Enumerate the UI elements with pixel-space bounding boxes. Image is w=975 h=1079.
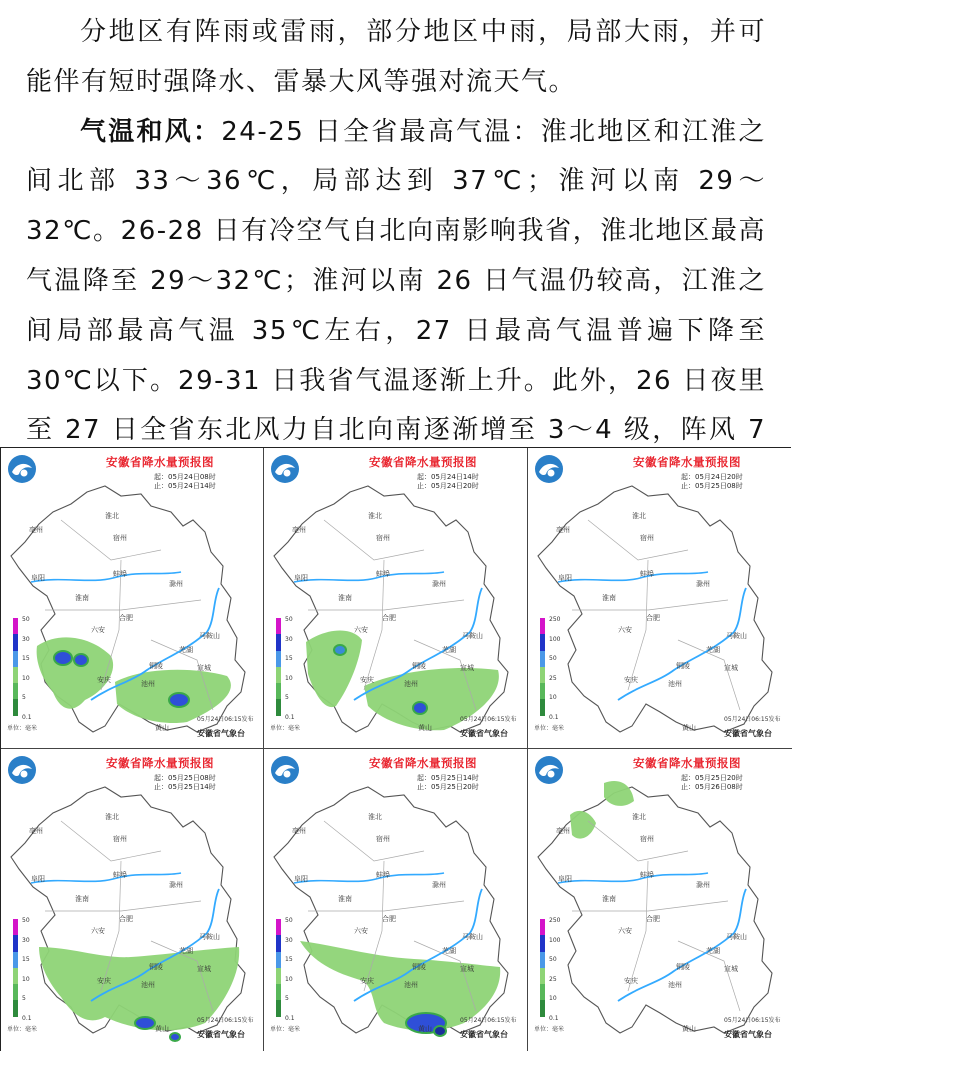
legend-swatch	[276, 968, 281, 984]
legend-value: 10	[285, 975, 293, 983]
start-time: 起：05月24日14时	[417, 473, 479, 481]
city-label: 马鞍山	[199, 933, 220, 941]
legend-swatch	[13, 667, 18, 683]
legend-swatch	[276, 1000, 281, 1016]
city-label: 合肥	[119, 915, 133, 923]
city-label: 淮南	[602, 895, 616, 903]
city-label: 黄山	[682, 1025, 696, 1033]
city-label: 马鞍山	[726, 632, 747, 640]
organization-name: 安徽省气象台	[724, 1030, 772, 1039]
city-label: 宣城	[460, 965, 474, 973]
city-label: 芜湖	[442, 947, 456, 955]
rain-core	[169, 693, 189, 707]
city-label: 亳州	[292, 827, 306, 835]
section-lead: 气温和风：	[80, 116, 222, 147]
legend-value: 50	[549, 956, 557, 964]
legend-swatch	[276, 618, 281, 634]
city-label: 蚌埠	[640, 871, 654, 879]
city-label: 六安	[91, 626, 105, 634]
city-label: 六安	[618, 626, 632, 634]
city-label: 芜湖	[706, 646, 720, 654]
end-time: 止：05月26日08时	[681, 783, 743, 791]
anhui-map	[528, 448, 791, 749]
city-label: 池州	[404, 680, 418, 688]
legend-value: 250	[549, 917, 561, 924]
city-label: 滁州	[169, 580, 183, 588]
city-label: 宿州	[640, 835, 654, 843]
city-label: 铜陵	[676, 963, 690, 971]
city-label: 宿州	[376, 835, 390, 843]
city-label: 马鞍山	[462, 632, 483, 640]
city-label: 铜陵	[412, 662, 426, 670]
forecast-panel	[264, 448, 528, 749]
rain-core	[334, 645, 346, 655]
precip-legend-bar	[276, 618, 281, 716]
start-time: 起：05月24日08时	[154, 473, 216, 481]
map-title: 安徽省降水量预报图	[106, 756, 214, 770]
city-label: 马鞍山	[462, 933, 483, 941]
anhui-map	[264, 448, 527, 749]
city-label: 淮南	[75, 594, 89, 602]
legend-value: 50	[285, 917, 293, 924]
legend-value: 10	[22, 975, 30, 983]
unit-label: 单位：毫米	[7, 725, 38, 732]
rain-core	[170, 1033, 180, 1041]
anhui-map	[528, 749, 791, 1050]
rain-core	[135, 1017, 155, 1029]
legend-value: 0.1	[549, 1015, 559, 1022]
legend-value: 5	[22, 694, 26, 702]
start-time: 起：05月25日08时	[154, 774, 216, 782]
city-label: 六安	[91, 927, 105, 935]
city-label: 合肥	[646, 614, 660, 622]
publish-time: 05月24日06:15发布	[724, 1017, 781, 1024]
rain-core	[413, 702, 427, 714]
legend-value: 15	[285, 655, 293, 663]
city-label: 淮南	[338, 594, 352, 602]
city-label: 淮北	[368, 813, 382, 821]
city-label: 蚌埠	[376, 570, 390, 578]
publish-time: 05月24日06:15发布	[460, 1017, 517, 1024]
city-label: 阜阳	[558, 875, 572, 883]
end-time: 止：05月25日20时	[417, 783, 479, 791]
city-label: 淮北	[105, 813, 119, 821]
unit-label: 单位：毫米	[534, 725, 565, 732]
legend-swatch	[540, 1000, 545, 1016]
city-label: 淮南	[602, 594, 616, 602]
legend-swatch	[540, 683, 545, 699]
legend-swatch	[540, 952, 545, 968]
legend-value: 30	[22, 635, 30, 643]
legend-value: 15	[22, 956, 30, 964]
city-label: 宿州	[113, 534, 127, 542]
legend-swatch	[540, 919, 545, 935]
unit-label: 单位：毫米	[7, 1026, 38, 1033]
city-label: 阜阳	[31, 574, 45, 582]
precip-legend-bar	[276, 919, 281, 1017]
city-label: 亳州	[556, 827, 570, 835]
city-label: 合肥	[382, 614, 396, 622]
legend-value: 10	[285, 674, 293, 682]
legend-swatch	[540, 699, 545, 715]
city-label: 宣城	[460, 664, 474, 672]
start-time: 起：05月25日20时	[681, 774, 743, 782]
city-label: 阜阳	[31, 875, 45, 883]
legend-swatch	[276, 935, 281, 951]
map-title: 安徽省降水量预报图	[633, 756, 741, 770]
city-label: 淮北	[368, 512, 382, 520]
legend-swatch	[540, 935, 545, 951]
city-label: 铜陵	[149, 963, 163, 971]
legend-swatch	[276, 651, 281, 667]
city-label: 滁州	[696, 580, 710, 588]
city-label: 淮北	[105, 512, 119, 520]
meteorology-logo-icon	[270, 454, 300, 484]
unit-label: 单位：毫米	[270, 725, 301, 732]
paragraph-2: 气温和风：24-25 日全省最高气温：淮北地区和江淮之间北部 33～36℃，局部达到 37℃；淮河以南 29～32℃。26-28 日有冷空气自北向南影响我省，淮北地区最高气温降至 29～32℃；淮河以南 26 日气温仍较高，江淮之间局部最高气温 35℃左右，27 日最高气温普遍下降至 30℃以下。29-31 日我省气温逐渐上升。此外，26 日夜里至 27 日全省东北风力自北向南逐渐增至 3～4 级，阵风 7	[26, 116, 766, 446]
legend-value: 5	[22, 995, 26, 1003]
city-label: 池州	[404, 981, 418, 989]
publish-time: 05月24日06:15发布	[724, 716, 781, 723]
legend-swatch	[13, 968, 18, 984]
legend-swatch	[540, 984, 545, 1000]
city-label: 马鞍山	[199, 632, 220, 640]
city-label: 淮南	[75, 895, 89, 903]
forecast-time-range	[154, 473, 216, 491]
legend-swatch	[13, 984, 18, 1000]
legend-swatch	[13, 699, 18, 715]
city-label: 黄山	[418, 724, 432, 732]
city-label: 芜湖	[179, 646, 193, 654]
city-label: 合肥	[119, 614, 133, 622]
legend-value: 50	[285, 616, 293, 623]
legend-value: 10	[549, 694, 557, 702]
city-label: 六安	[354, 927, 368, 935]
city-label: 亳州	[292, 526, 306, 534]
city-label: 安庆	[360, 977, 374, 985]
legend-swatch	[13, 952, 18, 968]
organization-name: 安徽省气象台	[724, 729, 772, 738]
rain-core	[74, 654, 88, 666]
legend-value: 10	[549, 995, 557, 1003]
legend-value: 0.1	[549, 714, 559, 721]
anhui-map	[264, 749, 527, 1050]
meteorology-logo-icon	[534, 454, 564, 484]
city-label: 宣城	[197, 664, 211, 672]
legend-swatch	[540, 651, 545, 667]
legend-swatch	[13, 683, 18, 699]
city-label: 安庆	[97, 676, 111, 684]
legend-value: 25	[549, 975, 557, 983]
city-label: 铜陵	[412, 963, 426, 971]
city-label: 亳州	[556, 526, 570, 534]
organization-name: 安徽省气象台	[460, 1030, 508, 1039]
meteorology-logo-icon	[534, 755, 564, 785]
city-label: 阜阳	[294, 875, 308, 883]
forecast-panel	[528, 448, 792, 749]
legend-value: 5	[285, 995, 289, 1003]
city-label: 六安	[618, 927, 632, 935]
legend-swatch	[276, 699, 281, 715]
unit-label: 单位：毫米	[534, 1026, 565, 1033]
city-label: 安庆	[360, 676, 374, 684]
forecast-time-range	[417, 774, 479, 792]
meteorology-logo-icon	[7, 755, 37, 785]
paragraph-1: 分地区有阵雨或雷雨，部分地区中雨，局部大雨，并可能伴有短时强降水、雷暴大风等强对流天气。	[26, 17, 766, 97]
legend-value: 0.1	[22, 1015, 32, 1022]
legend-swatch	[13, 1000, 18, 1016]
city-label: 黄山	[418, 1025, 432, 1033]
legend-value: 100	[549, 936, 561, 944]
end-time: 止：05月25日14时	[154, 783, 216, 791]
legend-value: 10	[22, 674, 30, 682]
legend-swatch	[540, 968, 545, 984]
anhui-map	[1, 448, 264, 749]
publish-time: 05月24日06:15发布	[197, 716, 254, 723]
city-label: 安庆	[97, 977, 111, 985]
city-label: 阜阳	[558, 574, 572, 582]
map-title: 安徽省降水量预报图	[106, 455, 214, 469]
city-label: 蚌埠	[376, 871, 390, 879]
city-label: 池州	[141, 680, 155, 688]
legend-swatch	[276, 667, 281, 683]
end-time: 止：05月24日20时	[417, 482, 479, 490]
forecast-panel	[264, 749, 528, 1051]
city-label: 合肥	[382, 915, 396, 923]
legend-swatch	[13, 634, 18, 650]
map-title: 安徽省降水量预报图	[633, 455, 741, 469]
city-label: 黄山	[682, 724, 696, 732]
forecast-panel	[1, 749, 264, 1051]
city-label: 阜阳	[294, 574, 308, 582]
legend-swatch	[276, 952, 281, 968]
city-label: 蚌埠	[113, 871, 127, 879]
meteorology-logo-icon	[270, 755, 300, 785]
legend-value: 50	[549, 655, 557, 663]
legend-value: 30	[285, 936, 293, 944]
city-label: 亳州	[29, 526, 43, 534]
anhui-map	[1, 749, 264, 1050]
city-label: 滁州	[432, 580, 446, 588]
forecast-time-range	[417, 473, 479, 491]
city-label: 宿州	[640, 534, 654, 542]
city-label: 滁州	[432, 881, 446, 889]
start-time: 起：05月24日20时	[681, 473, 743, 481]
legend-value: 50	[22, 917, 30, 924]
legend-swatch	[276, 634, 281, 650]
city-label: 亳州	[29, 827, 43, 835]
legend-value: 0.1	[285, 714, 295, 721]
forecast-time-range	[681, 473, 743, 491]
city-label: 宿州	[113, 835, 127, 843]
legend-value: 50	[22, 616, 30, 623]
city-label: 淮南	[338, 895, 352, 903]
end-time: 止：05月24日14时	[154, 482, 216, 490]
forecast-map-grid	[0, 447, 791, 1051]
legend-swatch	[540, 618, 545, 634]
precip-legend-bar	[540, 618, 545, 716]
city-label: 安庆	[624, 977, 638, 985]
legend-value: 15	[285, 956, 293, 964]
precip-legend-bar	[13, 618, 18, 716]
legend-value: 5	[285, 694, 289, 702]
city-label: 宣城	[197, 965, 211, 973]
legend-swatch	[540, 667, 545, 683]
city-label: 合肥	[646, 915, 660, 923]
city-label: 蚌埠	[113, 570, 127, 578]
legend-value: 0.1	[285, 1015, 295, 1022]
legend-value: 30	[22, 936, 30, 944]
legend-value: 250	[549, 616, 561, 623]
legend-swatch	[276, 683, 281, 699]
forecast-panel	[1, 448, 264, 749]
legend-value: 25	[549, 674, 557, 682]
city-label: 黄山	[155, 1025, 169, 1033]
legend-swatch	[276, 919, 281, 935]
city-label: 宿州	[376, 534, 390, 542]
legend-swatch	[13, 651, 18, 667]
city-label: 池州	[668, 981, 682, 989]
city-label: 芜湖	[179, 947, 193, 955]
legend-swatch	[13, 919, 18, 935]
city-label: 马鞍山	[726, 933, 747, 941]
city-label: 安庆	[624, 676, 638, 684]
city-label: 黄山	[155, 724, 169, 732]
legend-value: 100	[549, 635, 561, 643]
article-text	[26, 8, 766, 506]
forecast-panel	[528, 749, 792, 1051]
rain-core	[54, 651, 72, 665]
publish-time: 05月24日06:15发布	[197, 1017, 254, 1024]
precip-legend-bar	[540, 919, 545, 1017]
forecast-time-range	[154, 774, 216, 792]
legend-value: 0.1	[22, 714, 32, 721]
city-label: 铜陵	[676, 662, 690, 670]
organization-name: 安徽省气象台	[197, 729, 245, 738]
meteorology-logo-icon	[7, 454, 37, 484]
city-label: 蚌埠	[640, 570, 654, 578]
forecast-time-range	[681, 774, 743, 792]
precip-legend-bar	[13, 919, 18, 1017]
start-time: 起：05月25日14时	[417, 774, 479, 782]
unit-label: 单位：毫米	[270, 1026, 301, 1033]
city-label: 滁州	[169, 881, 183, 889]
legend-value: 30	[285, 635, 293, 643]
legend-swatch	[540, 634, 545, 650]
legend-swatch	[13, 935, 18, 951]
organization-name: 安徽省气象台	[460, 729, 508, 738]
rain-core	[434, 1026, 446, 1036]
city-label: 池州	[668, 680, 682, 688]
city-label: 宣城	[724, 965, 738, 973]
city-label: 宣城	[724, 664, 738, 672]
end-time: 止：05月25日08时	[681, 482, 743, 490]
city-label: 铜陵	[149, 662, 163, 670]
city-label: 滁州	[696, 881, 710, 889]
legend-value: 15	[22, 655, 30, 663]
city-label: 六安	[354, 626, 368, 634]
city-label: 池州	[141, 981, 155, 989]
organization-name: 安徽省气象台	[197, 1030, 245, 1039]
city-label: 淮北	[632, 512, 646, 520]
city-label: 芜湖	[442, 646, 456, 654]
city-label: 芜湖	[706, 947, 720, 955]
legend-swatch	[276, 984, 281, 1000]
legend-swatch	[13, 618, 18, 634]
map-title: 安徽省降水量预报图	[369, 756, 477, 770]
map-title: 安徽省降水量预报图	[369, 455, 477, 469]
city-label: 淮北	[632, 813, 646, 821]
publish-time: 05月24日06:15发布	[460, 716, 517, 723]
